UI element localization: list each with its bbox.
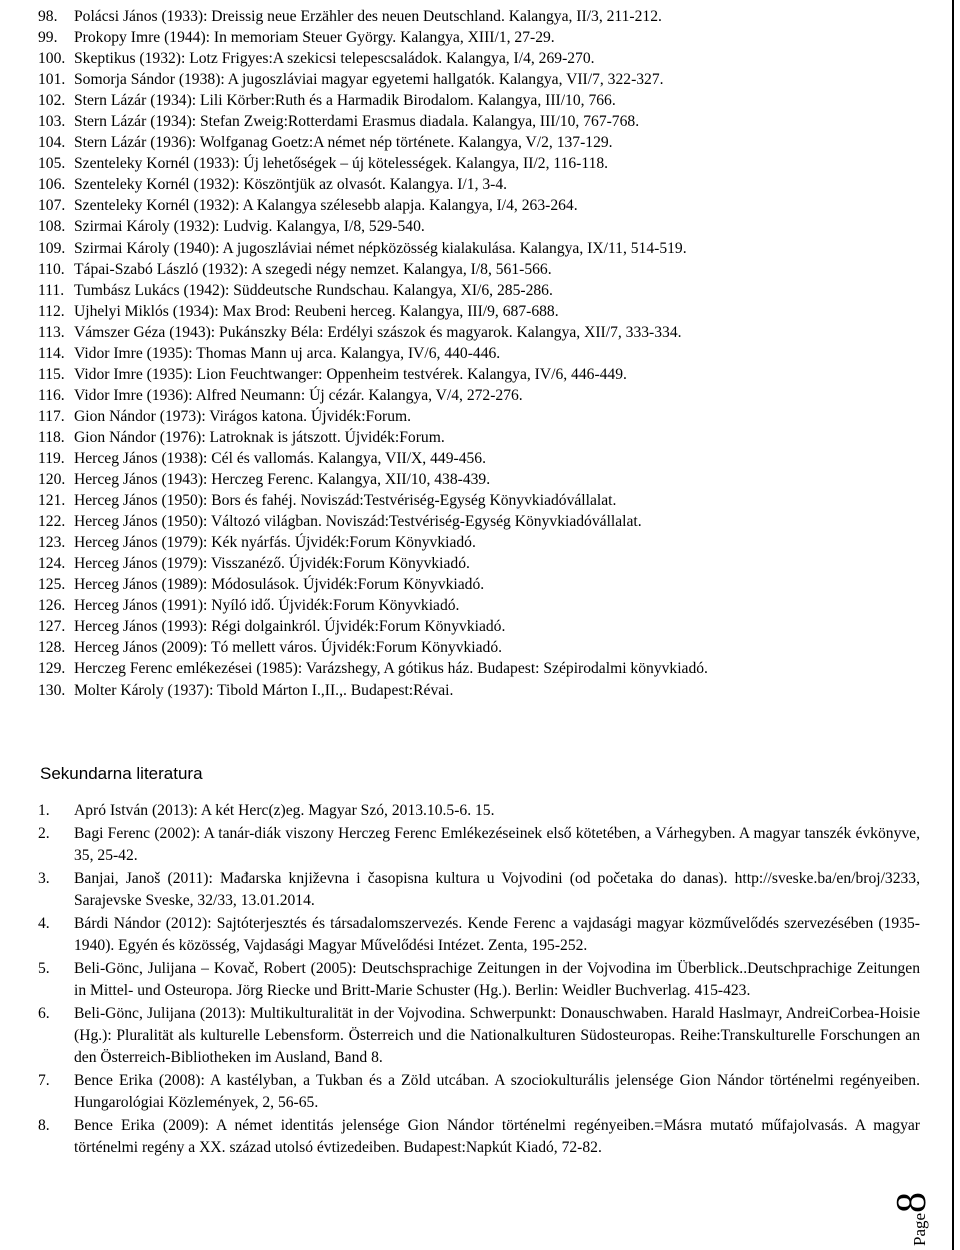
reference-text: Polácsi János (1933): Dreissig neue Erzähler des neuen Deutschland. Kalangya, II/3, 211-212. (74, 8, 662, 25)
reference-number: 130. (38, 681, 66, 699)
reference-number: 8. (38, 1117, 50, 1134)
reference-number: 110. (38, 260, 65, 278)
reference-text: Herczeg Ferenc emlékezései (1985): Varázshegy, A gótikus ház. Budapest: Szépirodalmi könyvkiadó. (74, 660, 708, 678)
reference-item (38, 406, 918, 427)
reference-item (38, 1115, 920, 1158)
reference-item (38, 259, 918, 280)
reference-text: Herceg János (1943): Herczeg Ferenc. Kalangya, XII/10, 438-439. (74, 471, 491, 489)
reference-number: 112. (38, 302, 65, 320)
reference-number: 99. (38, 29, 58, 47)
reference-number: 121. (38, 492, 66, 510)
reference-item (38, 69, 918, 90)
reference-item (38, 1070, 920, 1113)
reference-item (38, 301, 918, 322)
reference-text: Herceg János (1979): Visszanéző. Újvidék:Forum Könyvkiadó. (74, 555, 470, 573)
reference-item (38, 913, 920, 956)
secondary-bibliography-list (38, 800, 920, 1160)
reference-number: 102. (38, 92, 66, 110)
reference-text: Beli-Gönc, Julijana – Kovač, Robert (2005): Deutschsprachige Zeitungen in der Vojvodina im Überblick..Deutschprachige Zeitungen in Mittel- und Osteuropa. Jörg Riecke und Britt-Marie Schuster (Hg.). Berlin: Weidler Buchverlag. 415-423. (74, 960, 920, 999)
reference-text: Stern Lázár (1934): Lili Körber:Ruth és a Harmadik Birodalom. Kalangya, III/10, 766. (74, 92, 616, 110)
reference-item (38, 195, 918, 216)
reference-text: Stern Lázár (1934): Stefan Zweig:Rotterdami Erasmus diadala. Kalangya, III/10, 767-768. (74, 113, 640, 131)
reference-number: 117. (38, 407, 65, 425)
page-number-label (889, 1166, 935, 1246)
reference-number: 123. (38, 534, 66, 552)
reference-item (38, 616, 918, 637)
reference-text: Herceg János (1950): Bors és fahéj. Noviszád:Testvériség-Egység Könyvkiadóvállalat. (74, 492, 617, 510)
reference-item (38, 427, 918, 448)
reference-item (38, 385, 918, 406)
reference-number: 118. (38, 428, 65, 446)
reference-number: 119. (38, 449, 65, 467)
reference-item (38, 132, 918, 153)
reference-number: 113. (38, 323, 65, 341)
reference-item (38, 153, 918, 174)
reference-number: 129. (38, 660, 66, 678)
reference-number: 120. (38, 471, 66, 489)
reference-text: Szenteleky Kornél (1933): Új lehetőségek – új kötelességek. Kalangya, II/2, 116-118. (74, 155, 609, 173)
reference-text: Bárdi Nándor (2012): Sajtóterjesztés és társadalomszervezés. Kende Ferenc a vajdasági magyar közművelődés szervezésében (1935-1940). Egyén és közösség, Vajdasági Magyar Művelődési Intézet. Zenta, 195-252. (74, 915, 920, 954)
reference-text: Stern Lázár (1936): Wolfganag Goetz:A német nép története. Kalangya, V/2, 137-129. (74, 134, 613, 152)
reference-number: 127. (38, 618, 66, 636)
reference-text: Vidor Imre (1936): Alfred Neumann: Új cézár. Kalangya, V/4, 272-276. (74, 386, 523, 404)
reference-item (38, 364, 918, 385)
reference-item (38, 111, 918, 132)
reference-item (38, 532, 918, 553)
reference-item (38, 595, 918, 616)
reference-item (38, 448, 918, 469)
reference-number: 103. (38, 113, 66, 131)
reference-text: Bagi Ferenc (2002): A tanár-diák viszony Herczeg Ferenc Emlékezéseinek első kötetében, a Várhegyben. A magyar tanszék évkönyve, 35, 25-42. (74, 825, 920, 864)
reference-number: 7. (38, 1072, 50, 1089)
reference-item (38, 174, 918, 195)
reference-number: 104. (38, 134, 66, 152)
reference-text: Herceg János (1993): Régi dolgainkról. Újvidék:Forum Könyvkiadó. (74, 618, 506, 636)
reference-number: 126. (38, 597, 66, 615)
reference-item (38, 658, 918, 679)
reference-item (38, 823, 920, 866)
reference-item (38, 511, 918, 532)
reference-text: Beli-Gönc, Julijana (2013): Multikulturalität in der Vojvodina. Schwerpunkt: Donauschwaben. Harald Haslmayr, AndreiCorbea-Hoisie (Hg.): Pluralität als kulturelle Lebensform. Österreich und die Nationalkulturen Südosteuropas. Reihe:Transkulturelle Forschungen an den Österreich-Bibliotheken im Ausland, Band 8. (74, 1005, 920, 1066)
reference-text: Vidor Imre (1935): Lion Feuchtwanger: Oppenheim testvérek. Kalangya, IV/6, 446-449. (74, 365, 627, 383)
reference-item (38, 48, 918, 69)
reference-number: 108. (38, 218, 66, 236)
reference-number: 111. (38, 281, 65, 299)
reference-text: Bence Erika (2008): A kastélyban, a Tukban és a Zöld utcában. A szociokulturális jelensége Gion Nándor történelmi regényeiben. Hungarológiai Közlemények, 2, 56-65. (74, 1072, 920, 1111)
reference-item (38, 800, 920, 822)
page-number: 8 (889, 1191, 935, 1213)
reference-text: Tápai-Szabó László (1932): A szegedi négy nemzet. Kalangya, I/8, 561-566. (74, 260, 552, 278)
reference-text: Somorja Sándor (1938): A jugoszláviai magyar egyetemi hallgatók. Kalangya, VII/7, 322-327. (74, 71, 664, 89)
reference-text: Szirmai Károly (1940): A jugoszláviai német népközösség kialakulása. Kalangya, IX/11, 514-519. (74, 239, 687, 257)
reference-item (38, 27, 918, 48)
reference-text: Herceg János (1979): Kék nyárfás. Újvidék:Forum Könyvkiadó. (74, 534, 476, 552)
reference-number: 122. (38, 513, 66, 531)
reference-item (38, 680, 918, 701)
reference-text: Skeptikus (1932): Lotz Frigyes:A szekicsi telepescsaládok. Kalangya, I/4, 269-270. (74, 50, 595, 68)
reference-number: 101. (38, 71, 66, 89)
primary-bibliography-list (38, 6, 918, 701)
reference-number: 125. (38, 576, 66, 594)
reference-item (38, 322, 918, 343)
reference-item (38, 868, 920, 911)
reference-text: Szirmai Károly (1932): Ludvig. Kalangya, I/8, 529-540. (74, 218, 425, 236)
reference-item (38, 490, 918, 511)
reference-item (38, 1003, 920, 1068)
reference-number: 100. (38, 50, 66, 68)
reference-number: 109. (38, 239, 66, 257)
reference-number: 106. (38, 176, 66, 194)
reference-item (38, 216, 918, 237)
reference-number: 105. (38, 155, 66, 173)
reference-number: 107. (38, 197, 66, 215)
reference-number: 1. (38, 802, 50, 819)
reference-number: 6. (38, 1005, 50, 1023)
reference-item (38, 238, 918, 259)
reference-item (38, 574, 918, 595)
reference-text: Herceg János (1989): Módosulások. Újvidék:Forum Könyvkiadó. (74, 576, 485, 594)
reference-text: Vidor Imre (1935): Thomas Mann uj arca. Kalangya, IV/6, 440-446. (74, 344, 501, 362)
reference-text: Vámszer Géza (1943): Pukánszky Béla: Erdélyi szászok és magyarok. Kalangya, XII/7, 333-334. (74, 323, 682, 341)
reference-text: Szenteleky Kornél (1932): Köszöntjük az olvasót. Kalangya. I/1, 3-4. (74, 176, 508, 194)
reference-text: Prokopy Imre (1944): In memoriam Steuer György. Kalangya, XIII/1, 27-29. (74, 29, 555, 47)
reference-number: 3. (38, 870, 50, 888)
reference-text: Ujhelyi Miklós (1934): Max Brod: Reubeni herceg. Kalangya, III/9, 687-688. (74, 302, 559, 320)
reference-text: Molter Károly (1937): Tibold Márton I.,II.,. Budapest:Révai. (74, 681, 454, 699)
reference-number: 5. (38, 960, 50, 978)
reference-text: Herceg János (1938): Cél és vallomás. Kalangya, VII/X, 449-456. (74, 449, 486, 467)
reference-item (38, 637, 918, 658)
reference-number: 124. (38, 555, 66, 573)
reference-text: Herceg János (1950): Változó világban. Noviszád:Testvériség-Egység Könyvkiadóvállalat. (74, 513, 642, 531)
reference-item (38, 958, 920, 1001)
reference-item (38, 343, 918, 364)
reference-item (38, 469, 918, 490)
reference-text: Gion Nándor (1973): Virágos katona. Újvidék:Forum. (74, 407, 412, 425)
reference-number: 116. (38, 386, 65, 404)
reference-item (38, 90, 918, 111)
reference-item (38, 280, 918, 301)
reference-text: Apró István (2013): A két Herc(z)eg. Magyar Szó, 2013.10.5-6. 15. (74, 802, 495, 819)
reference-text: Bence Erika (2009): A német identitás jelensége Gion Nándor történelmi regényeiben.=Másra mutató műfajolvasás. A magyar történelmi regény a XX. század utolsó évtizedeiben. Budapest:Napkút Kiadó, 72-82. (74, 1117, 920, 1156)
reference-item (38, 553, 918, 574)
section-heading: Sekundarna literatura (40, 764, 203, 783)
reference-text: Szenteleky Kornél (1932): A Kalangya szélesebb alapja. Kalangya, I/4, 263-264. (74, 197, 578, 215)
reference-text: Herceg János (1991): Nyíló idő. Újvidék:Forum Könyvkiadó. (74, 597, 460, 615)
reference-number: 98. (38, 8, 58, 25)
reference-number: 128. (38, 639, 66, 657)
page-border (952, 0, 954, 1250)
reference-item (38, 6, 918, 27)
page-word: Page (910, 1212, 929, 1246)
reference-text: Herceg János (2009): Tó mellett város. Újvidék:Forum Könyvkiadó. (74, 639, 503, 657)
reference-number: 4. (38, 915, 50, 933)
reference-text: Tumbász Lukács (1942): Süddeutsche Rundschau. Kalangya, XI/6, 285-286. (74, 281, 553, 299)
reference-text: Gion Nándor (1976): Latroknak is játszott. Újvidék:Forum. (74, 428, 445, 446)
reference-number: 115. (38, 365, 65, 383)
reference-number: 2. (38, 825, 50, 843)
reference-number: 114. (38, 344, 65, 362)
reference-text: Banjai, Janoš (2011): Mađarska književna i časopisna kultura u Vojvodini (od početaka do danas). http://sveske.ba/en/broj/3233, Sarajevske Sveske, 32/33, 13.01.2014. (74, 870, 920, 909)
